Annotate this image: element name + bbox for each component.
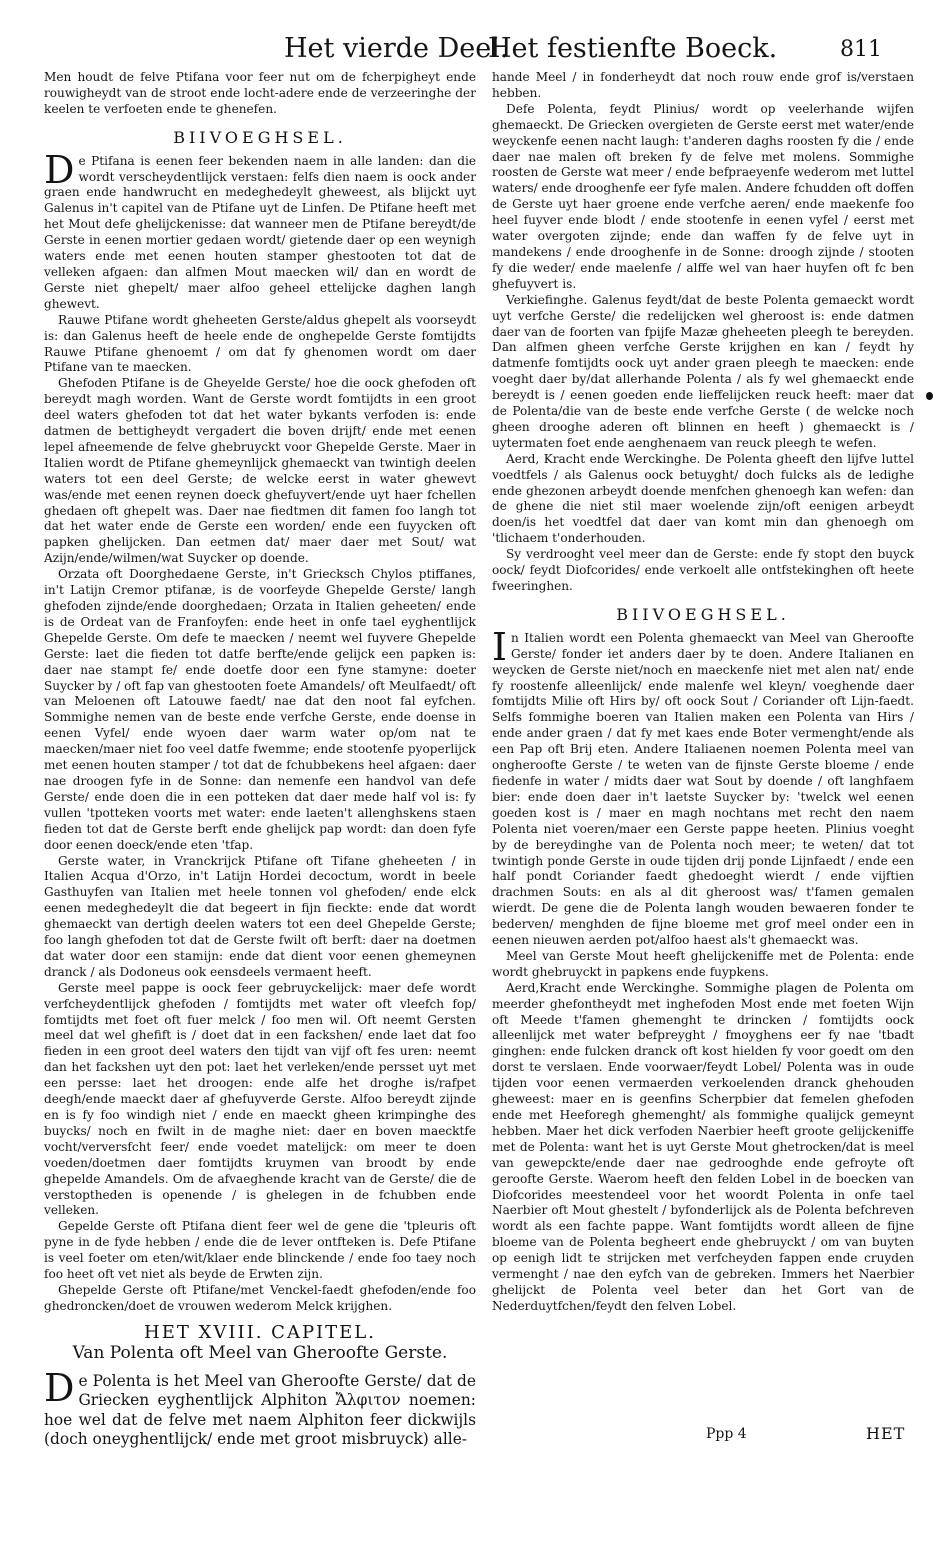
- chapter-title: HET XVIII. CAPITEL.: [144, 1321, 376, 1343]
- right-column: [492, 70, 914, 1315]
- paragraph: Aerd, Kracht ende Werckinghe. De Polenta gheeft den lijfve luttel voedtfels / als Galenus oock betuyght/ doch fulcks als de ledighe ende ghezonen arbeydt doende menfchen ghenoegh kan wefen: dan de ghene die niet stil maer woelende zijn/oft eenigen arbeydt doen/is het voedtfel dat daer van komt min dan ghenoegh om 'tlichaem t'onderhouden.: [492, 451, 914, 546]
- page-number: 811: [840, 37, 882, 62]
- paragraph: Rauwe Ptifane wordt gheheeten Gerste/aldus ghepelt als voorseydt is: dan Galenus heeft de heele ende de onghepelde Gerste fomtijdts Rauwe Ptifane ghenoemt / om dat fy ghenomen wordt om daer Ptifane van te maecken.: [44, 312, 476, 375]
- paragraph: Defe Polenta, feydt Plinius/ wordt op veelerhande wijfen ghemaeckt. De Griecken overgieten de Gerste eerst met water/ende weyckenfe eenen nacht laugh: t'anderen daghs roosten fy die / ende daer nae malen oft breken fy de felve met molens. Sommighe roosten de Gerste wat meer / ende befpraeyenfe wederom met luttel waters/ ende drooghenfe eer fyfe malen. Andere fchudden oft doffen de Gerste uyt haer groene ende verfche aeren/ ende maekenfe foo heel fuyver ende blodt / ende stootenfe in eenen vyfel / eerst met water overgoten zijnde; ende dan waffen fy de felve uyt in mandekens / ende drooghenfe in de Sonne: droogh zijnde / stooten fy die weder/ ende maelenfe / alffe wel van haer huyfen oft fc ben ghefuyvert is.: [492, 101, 914, 291]
- paragraph: Gerste water, in Vranckrijck Ptifane oft Tifane gheheeten / in Italien Acqua d'Orzo, in't Latijn Hordei decoctum, wordt in beele Gasthuyfen van Italien met heele tonnen vol ghefoden/ ende elck eenen medeghedeylt die dat begeert in fijn fieckte: ende dat wordt ghemaeckt van dertigh deelen waters tot een deel Ghepelde Gerste; foo langh ghefoden tot dat de Gerste fwilt oft berft: daer na doetmen dat water door een stamijn: ende dat dient voor eenen ghemeynen dranck / als Dodoneus ook eensdeels vermaent heeft.: [44, 853, 476, 979]
- paragraph: Gepelde Gerste oft Ptifana dient feer wel de gene die 'tpleuris oft pyne in de fyde hebben / ende die de lever ontfteken is. Defe Ptifane is veel foeter om eten/wit/klaer ende blinckende / ende foo taey noch foo heet oft vet niet als beyde de Erwten zijn.: [44, 1219, 476, 1282]
- section-heading-biivoeghsel: BIIVOEGHSEL.: [616, 604, 790, 624]
- signature-mark: Ppp 4: [706, 1426, 747, 1442]
- paragraph: Sy verdrooght veel meer dan de Gerste: ende fy stopt den buyck oock/ feydt Diofcorides/ ende verkoelt alle ontfstekinghen oft heete fweeringhen.: [492, 547, 914, 593]
- ink-spot: [926, 392, 933, 400]
- section-heading-biivoeghsel: BIIVOEGHSEL.: [173, 127, 347, 147]
- paragraph: Orzata oft Doorghedaene Gerste, in't Griecksch Chylos ptiffanes, in't Latijn Cremor ptifanæ, is de voorfeyde Ghepelde Gerste/ langh ghefoden zijnde/ende doorghedaen; Orzata in Italien geheeten/ ende is de Ordeat van de Franfoyfen: ende heet in onfe tael eyghentlijck Ghepelde Gerste. Om defe te maecken / neemt wel fuyvere Ghepelde Gerste: laet die fieden tot datfe berfte/ende gelijck een papken is: daer nae stampt fe/ ende doetfe door een fyne stamyne: doeter Suycker by / oft fap van ghestooten foete Amandels/ oft Meulfaedt/ oft van Meloenen oft Latouwe faedt/ nae dat den noot fal eyfchen. Sommighe nemen van de beste ende verfche Gerste, ende doense in eenen Vyfel/ ende wyoen daer warm water op/om nat te maecken/maer niet foo veel datfe fwemme; ende stootenfe pyoperlijck met eenen houten stamper / tot dat de fchubbekens heel afgaen: daer nae droogen fyfe in de Sonne: dan nemenfe een handvol van defe Gerste/ ende doen die in een potteken dat daer mede half vol is: fy vullen 'tpotteken voorts met water: ende laeten't allenghskens staen fieden tot dat de Gerste berft ende ghelijck pap wordt: dan doen fyfe door eenen doeck/ende eten 'tfap.: [44, 567, 477, 852]
- left-column: [44, 70, 476, 1450]
- paragraph: Meel van Gerste Mout heeft ghelijckeniffe met de Polenta: ende wordt ghebruyckt in papkens ende fuypkens.: [492, 948, 914, 979]
- paragraph: Ghefoden Ptifane is de Gheyelde Gerste/ hoe die oock ghefoden oft bereydt magh worden. Want de Gerste wordt fomtijdts in een groot deel waters ghefoden tot dat het water bykants verfoden is: ende datmen de bettigheydt vergadert die boven drijft/ ende met eenen lepel afneemende de felve ghebruyckt voor Ghepelde Gerste. Maer in Italien wordt de Ptifane ghemeynlijck ghemaeckt van twintigh deelen waters tot een deel Gerste; de welcke eerst in water ghewevt was/ende met eenen reynen doeck ghefuyvert/ende uyt haer fchellen ghedaen oft ghepelt was. Daer nae fiedtmen dit famen foo langh tot dat het water ende de Gerste een worden/ ende een fuyycken oft papken ghelijcken. Dan eetmen dat/ maer daer met Sout/ wat Azijn/ende/wilmen/wat Suycker op doende.: [44, 376, 476, 566]
- paragraph: Men houdt de felve Ptifana voor feer nut om de fcherpigheyt ende rouwigheydt van de stroot ende locht-adere ende de verzeeringhe der keelen te verfoeten ende te ghenefen.: [44, 70, 476, 116]
- paragraph: De Polenta is het Meel van Gheroofte Gerste/ dat de Griecken eyghentlijck Alphiton Ἄλφιτον noemen: hoe wel dat de felve met naem Alphiton feer dickwijls (doch oneyghentlijck/ ende met groot misbruyck) alle-: [44, 1365, 476, 1449]
- paragraph: De Ptifana is eenen feer bekenden naem in alle landen: dan die wordt verscheydentlijck verstaen: felfs dien naem is oock ander graen ende handwrucht en medeghedeylt gheweest, als blijckt uyt Galenus in't capitel van de Ptifane uyt de Linfen. De Ptifane heeft met het Mout defe ghelijckenisse: dat wanneer men de Ptifane bereydt/de Gerste in eenen mortier gedaen wordt/ gietende daer op een weynigh waters ende met eenen houten stamper ghestooten tot dat de velleken afgaen: dan alfmen Mout maecken wil/ dan en wordt de Gerste niet ghepelt/ maer alfoo geheel ettelijcke daghen langh ghewevt.: [44, 147, 476, 311]
- paragraph: hande Meel / in fonderheydt dat noch rouw ende grof is/verstaen hebben.: [492, 70, 914, 100]
- running-head-book: Het festienfte Boeck.: [488, 33, 778, 64]
- chapter-subtitle: Van Polenta oft Meel van Gheroofte Gerste.: [72, 1342, 448, 1363]
- paragraph: Gerste meel pappe is oock feer gebruyckelijck: maer defe wordt verfcheydentlijck ghefoden / fomtijdts met water oft vleefch fop/ fomtijdts met foet oft fuer melck / foo men wil. Oft neemt Gersten meel dat wel ghefift is / doet dat in een fackshen/ ende laet dat foo fieden in een groot deel waters den tijdt van vijf oft fes uren: neemt dan het fackshen uyt den pot: laet het verleken/ende persset uyt met een persse: laet het droogen: ende alfe het droghe is/rafpet deegh/ende maeckt daer af ghefuyverde Gerste. Alfoo bereydt zijnde en is fy foo windigh niet / ende en maeckt gheen krimpinghe des buycks/ noch en fwilt in de maghe niet: daer en boven maecktfe vocht/verversfcht feer/ ende voedet matelijck: om meer te doen voeden/doetmen daer fomtijdts kruymen van broodt by ende ghepelde Amandels. Om de afvaeghende kracht van de Gerste/ die de verstoptheden is openende / is ghelegen in de fchubben ende velleken.: [44, 980, 476, 1218]
- running-head-part: Het vierde Deel.: [284, 33, 509, 64]
- catchword: HET: [866, 1424, 906, 1443]
- paragraph: Aerd,Kracht ende Werckinghe. Sommighe plagen de Polenta om meerder ghefontheydt met inghefoden Most ende met foeten Wijn oft Meede t'famen ghemenght te drincken / fomtijdts oock alleenlijck met water befpreyght / fmoyghens eer fy nae 'tbadt ginghen: ende fulcken dranck oft kost hielden fy voor goedt om den dorst te verslaen. Ende voorwaer/feydt Lobel/ Polenta was in oude tijden voor eenen vermaerden verkoelenden dranck ghehouden gheweest: maer en is geenfins Scherpbier dat femelen ghefoden ende met Heeforegh ghemenght/ als fommighe qualijck gemeynt hebben. Maer het dick verfoden Naerbier heeft groote gelijckeniffe met de Polenta: want het is uyt Gerste Mout ghetrocken/dat is meel van gewepckte/ende daer nae gedrooghde ende gefroyte oft geroofte Gerste. Waerom heeft den felden Lobel in de boecken van Diofcorides meestendeel voor het woordt Polenta in onfe tael Naerbier oft Mout ghestelt / byfonderlijck als de Polenta befchreven wordt als een fachte pappe. Want fomtijdts wordt alleen de fijne bloeme van de Polenta begheert ende ghebruyckt / om van buyten op eenigh lidt te strijcken met verfcheyden fappen ende cruyden vermenght / nae den eyfch van de gebreken. Immers het Naerbier ghelijckt de Polenta veel beter dan het Gort van de Nederduytfchen/feydt den felven Lobel.: [492, 980, 914, 1313]
- paragraph: In Italien wordt een Polenta ghemaeckt van Meel van Gheroofte Gerste/ fonder iet anders daer by te doen. Andere Italianen en weycken de Gerste niet/noch en maeckenfe niet met alen nat/ ende fy roostenfe alleenlijck/ ende malenfe wel kleyn/ voeghende daer fomtijdts Milie oft Hirs by/ oft oock Sout / Coriander oft Lijn-faedt. Selfs fommighe boeren van Italien maken een Polenta van Hirs / ende ander graen / dat fy met kaes ende Boter vermenght/ende als een Pap oft Brij eten. Andere Italiaenen noemen Polenta meel van ongheroofte Gerste / te weten van de fijnste Gerste bloeme / ende fiedenfe in water / midts daer wat Sout by doende / oft langhfaem bier: ende doen daer in't laetste Suycker by: 'twelck wel eenen goeden kost is / maer en magh nochtans met recht den naem Polenta niet voeren/maer een Gerste pappe heeten. Plinius voeght by de bereydinghe van de Polenta noch meer; te weten/ dat tot twintigh ponde Gerste in oude tijden drij ponde Lijnfaedt / ende een half pondt Coriander faedt ghedoeght wierdt / ende vijftien drachmen Souts: en als al dit gheroost was/ t'famen gemalen wierdt. De gene die de Polenta langh wouden bewaeren fonder te bederven/ menghden de fijne bloeme met grof meel onder een in eenen nieuwen aerden pot/alfoo haest als't ghemaeckt was.: [492, 624, 914, 948]
- paragraph: Ghepelde Gerste oft Ptifane/met Venckel-faedt ghefoden/ende foo ghedroncken/doet de vrouwen wederom Melck krijghen.: [44, 1282, 476, 1313]
- paragraph: Verkiefinghe. Galenus feydt/dat de beste Polenta gemaeckt wordt uyt verfche Gerste/ die redelijcken wel gheroost is: ende datmen daer van de foorten van fpijfe Mazæ gheheeten pleegh te bereyden. Dan alfmen gheen verfche Gerste krijghen en kan / feydt hy datmenfe fomtijdts oock uyt ander graen pleegh te maecken: ende voeght daer by/dat allerhande Polenta / als fy wel ghemaeckt ende bereydt is / eenen goeden ende lieffelijcken reuck heeft: maer dat de Polenta/die van de beste ende verfche Gerste ( de welcke noch gheen drooghe aderen oft blinnen en heeft ) ghemaeckt is / uytermaten foet ende aenghenaem van reuck pleegh te wefen.: [492, 292, 914, 450]
